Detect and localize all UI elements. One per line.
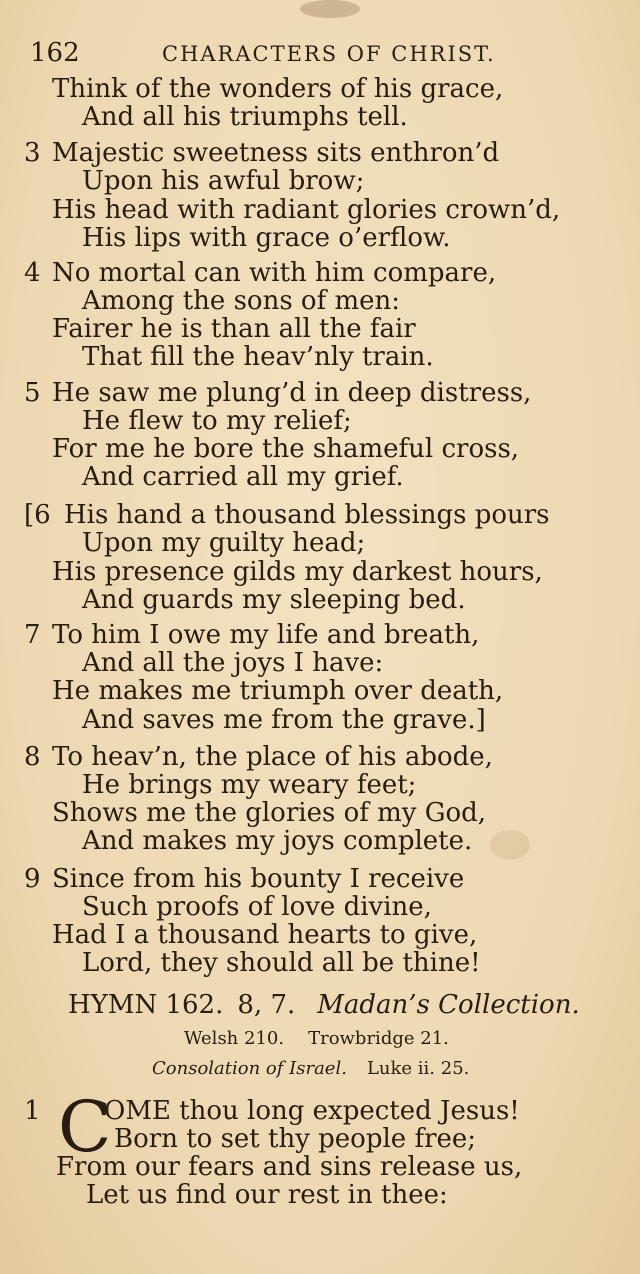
hymn-title: HYMN 162. [68, 990, 224, 1020]
hymn-subject [152, 1058, 469, 1079]
stanza-number: 4 [24, 258, 41, 288]
verse-line: Born to set thy people free; [114, 1124, 477, 1154]
verse-line: He flew to my relief; [82, 406, 352, 436]
stanza-number: 8 [24, 742, 41, 772]
tune-reference: Trowbridge 21. [308, 1028, 449, 1049]
verse-line: Think of the wonders of his grace, [52, 74, 504, 104]
verse-line: His lips with grace o’erflow. [82, 223, 451, 253]
tune-reference: Welsh 210. [184, 1028, 285, 1049]
verse-line: Lord, they should all be thine! [82, 948, 481, 978]
verse-line: And guards my sleeping bed. [82, 585, 466, 615]
stain [300, 0, 360, 18]
verse-line: And all his triumphs tell. [82, 102, 408, 132]
verse-line: His head with radiant glories crown’d, [52, 195, 561, 225]
verse-line: And saves me from the grave.] [82, 705, 486, 735]
verse-line: And makes my joys complete. [82, 826, 473, 856]
verse-line: Since from his bounty I receive [52, 864, 465, 894]
running-title: CHARACTERS OF CHRIST. [162, 42, 496, 66]
stanza-number: 9 [24, 864, 41, 894]
verse-line: Let us find our rest in thee: [86, 1180, 448, 1210]
verse-line: That fill the heav’nly train. [82, 342, 434, 372]
stanza-number: 1 [24, 1096, 41, 1126]
verse-line: And all the joys I have: [82, 648, 384, 678]
stain [490, 830, 530, 860]
page-header [30, 38, 610, 70]
verse-line: To heav’n, the place of his abode, [52, 742, 493, 772]
stanza-number: [6 [24, 500, 51, 530]
verse-line: To him I owe my life and breath, [52, 620, 480, 650]
verse-line: OME thou long expected Jesus! [104, 1096, 520, 1126]
verse-line: Shows me the glories of my God, [52, 798, 487, 828]
verse-line: Among the sons of men: [82, 286, 401, 316]
verse-line: For me he bore the shameful cross, [52, 434, 520, 464]
hymn-meter: 8, 7. [237, 990, 296, 1020]
hymn-source: Madan’s Collection. [317, 990, 580, 1020]
stanza-number: 7 [24, 620, 41, 650]
verse-line: He saw me plung’d in deep distress, [52, 378, 532, 408]
subject-title: Consolation of Israel. [152, 1058, 347, 1079]
verse-line: Upon his awful brow; [82, 166, 365, 196]
hymn-heading [68, 990, 580, 1020]
tune-references [184, 1028, 449, 1049]
verse-line: His hand a thousand blessings pours [64, 500, 550, 530]
verse-line: He makes me triumph over death, [52, 676, 504, 706]
stanza-number: 5 [24, 378, 41, 408]
verse-line: Fairer he is than all the fair [52, 314, 416, 344]
verse-line: His presence gilds my darkest hours, [52, 557, 543, 587]
verse-line: Such proofs of love divine, [82, 892, 432, 922]
verse-line: He brings my weary feet; [82, 770, 417, 800]
page-number: 162 [30, 38, 80, 68]
stanza-number: 3 [24, 138, 41, 168]
verse-line: Majestic sweetness sits enthron’d [52, 138, 500, 168]
verse-line: And carried all my grief. [82, 462, 404, 492]
drop-cap: C [58, 1086, 112, 1168]
verse-line: No mortal can with him compare, [52, 258, 497, 288]
verse-line: Had I a thousand hearts to give, [52, 920, 478, 950]
scripture-reference: Luke ii. 25. [366, 1058, 470, 1079]
verse-line: From our fears and sins release us, [56, 1152, 523, 1182]
verse-line: Upon my guilty head; [82, 528, 366, 558]
